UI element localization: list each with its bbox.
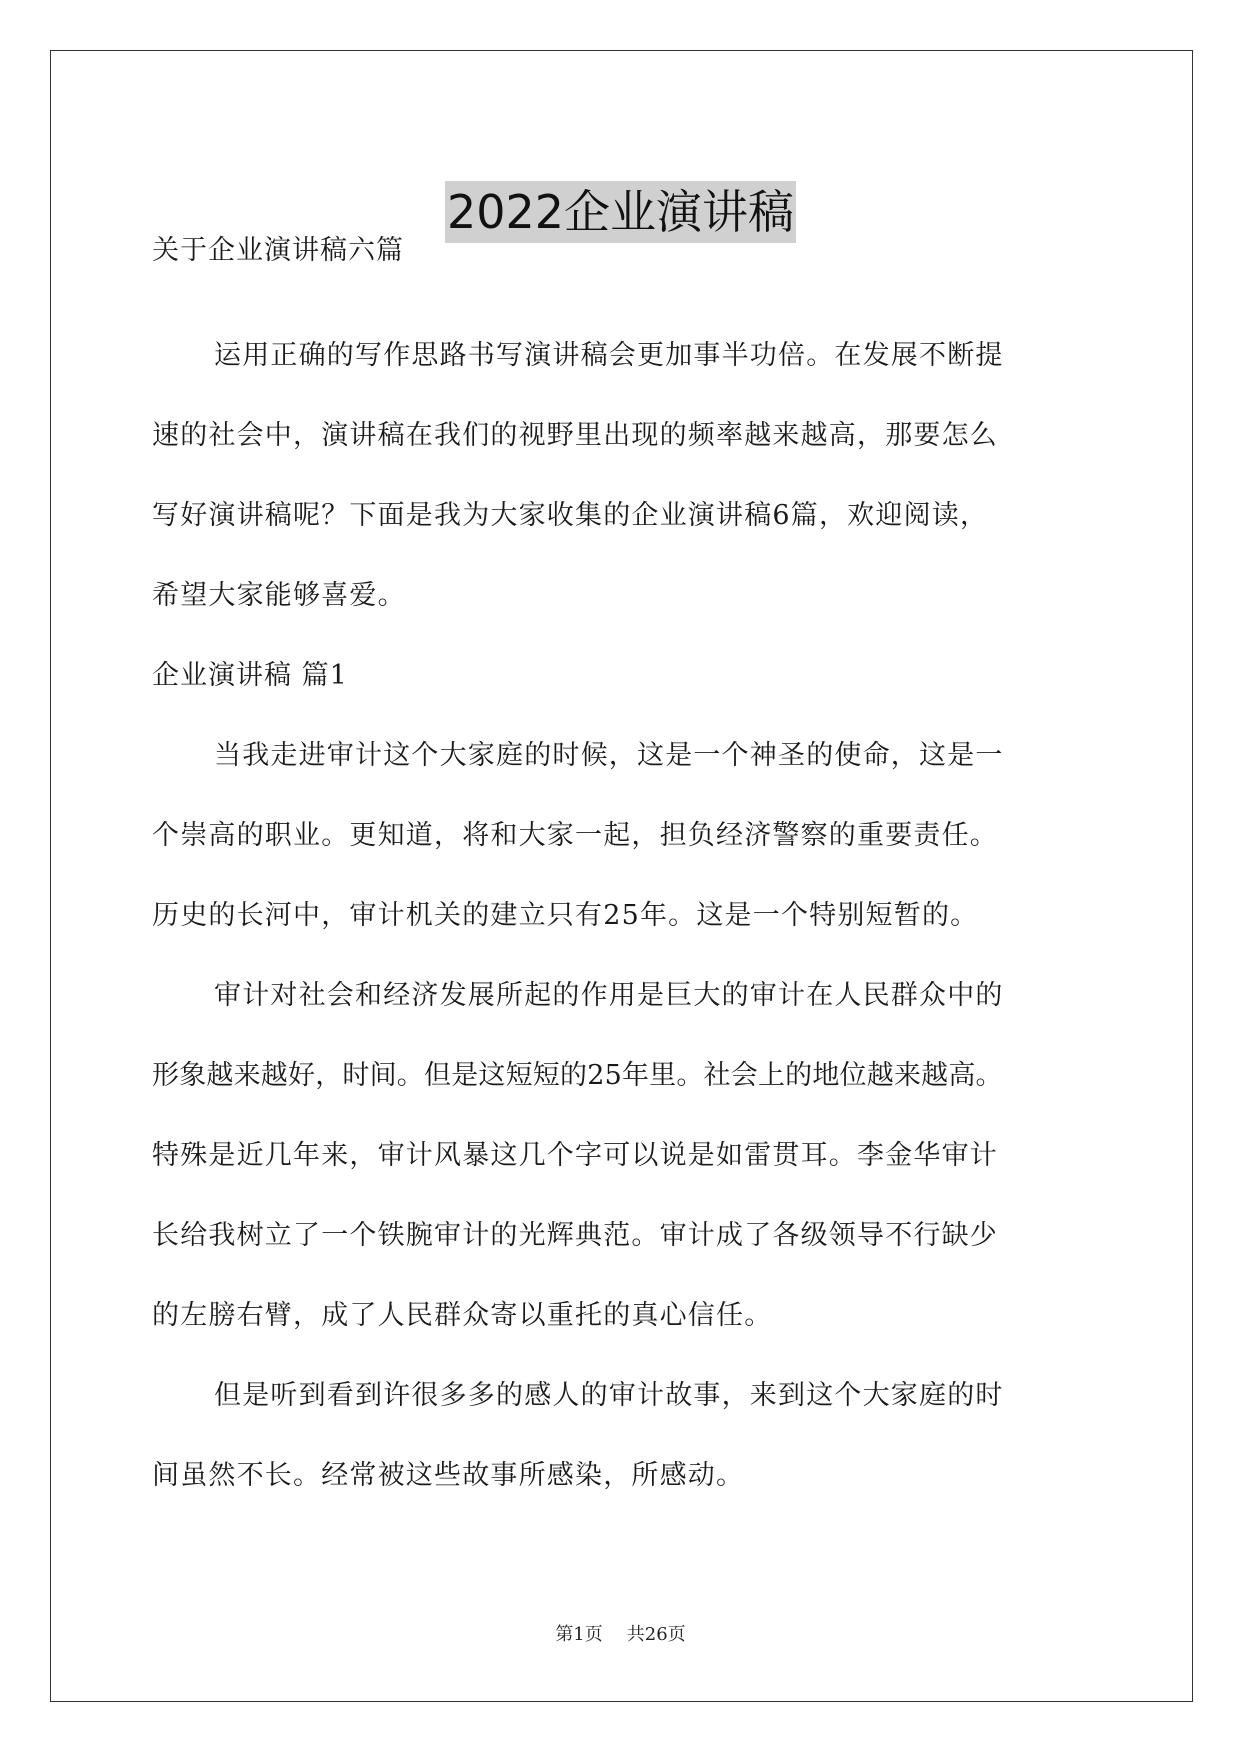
- document-title: 2022企业演讲稿: [445, 181, 796, 243]
- text-line: 希望大家能够喜爱。: [152, 580, 406, 611]
- document-body: [152, 236, 1092, 1516]
- text-line: 形象越来越好，时间。但是这短短的25年里。社会上的地位越来越高。: [152, 1060, 1003, 1091]
- text-line: 历史的长河中，审计机关的建立只有25年。这是一个特别短暂的。: [152, 900, 979, 931]
- text-line: 特殊是近几年来，审计风暴这几个字可以说是如雷贯耳。李金华审计: [152, 1140, 998, 1171]
- section-heading: 企业演讲稿 篇1: [152, 660, 348, 691]
- body-paragraph-2: [152, 956, 1092, 1356]
- text-line: 当我走进审计这个大家庭的时候，这是一个神圣的使命，这是一: [214, 740, 1004, 771]
- body-paragraph-3: [152, 1356, 1092, 1516]
- text-line: 个崇高的职业。更知道，将和大家一起，担负经济警察的重要责任。: [152, 820, 998, 851]
- text-line: 写好演讲稿呢？下面是我为大家收集的企业演讲稿6篇，欢迎阅读，: [152, 500, 989, 531]
- page-number: 第1页: [555, 1624, 603, 1645]
- text-line: 长给我树立了一个铁腕审计的光辉典范。审计成了各级领导不行缺少: [152, 1220, 998, 1251]
- text-line: 运用正确的写作思路书写演讲稿会更加事半功倍。在发展不断提: [214, 340, 1004, 371]
- text-line: 但是听到看到许很多多的感人的审计故事，来到这个大家庭的时: [214, 1380, 1004, 1411]
- text-line: 审计对社会和经济发展所起的作用是巨大的审计在人民群众中的: [214, 980, 1004, 1011]
- body-paragraph-1: [152, 716, 1092, 956]
- page-total: 共26页: [626, 1624, 686, 1645]
- page-footer: [0, 1620, 1241, 1646]
- intro-paragraph: [152, 316, 1092, 636]
- text-line: 速的社会中，演讲稿在我们的视野里出现的频率越来越高，那要怎么: [152, 420, 998, 451]
- text-line: 的左膀右臂，成了人民群众寄以重托的真心信任。: [152, 1300, 773, 1331]
- text-line: 间虽然不长。经常被这些故事所感染，所感动。: [152, 1460, 745, 1491]
- document-subtitle: 关于企业演讲稿六篇: [152, 235, 404, 266]
